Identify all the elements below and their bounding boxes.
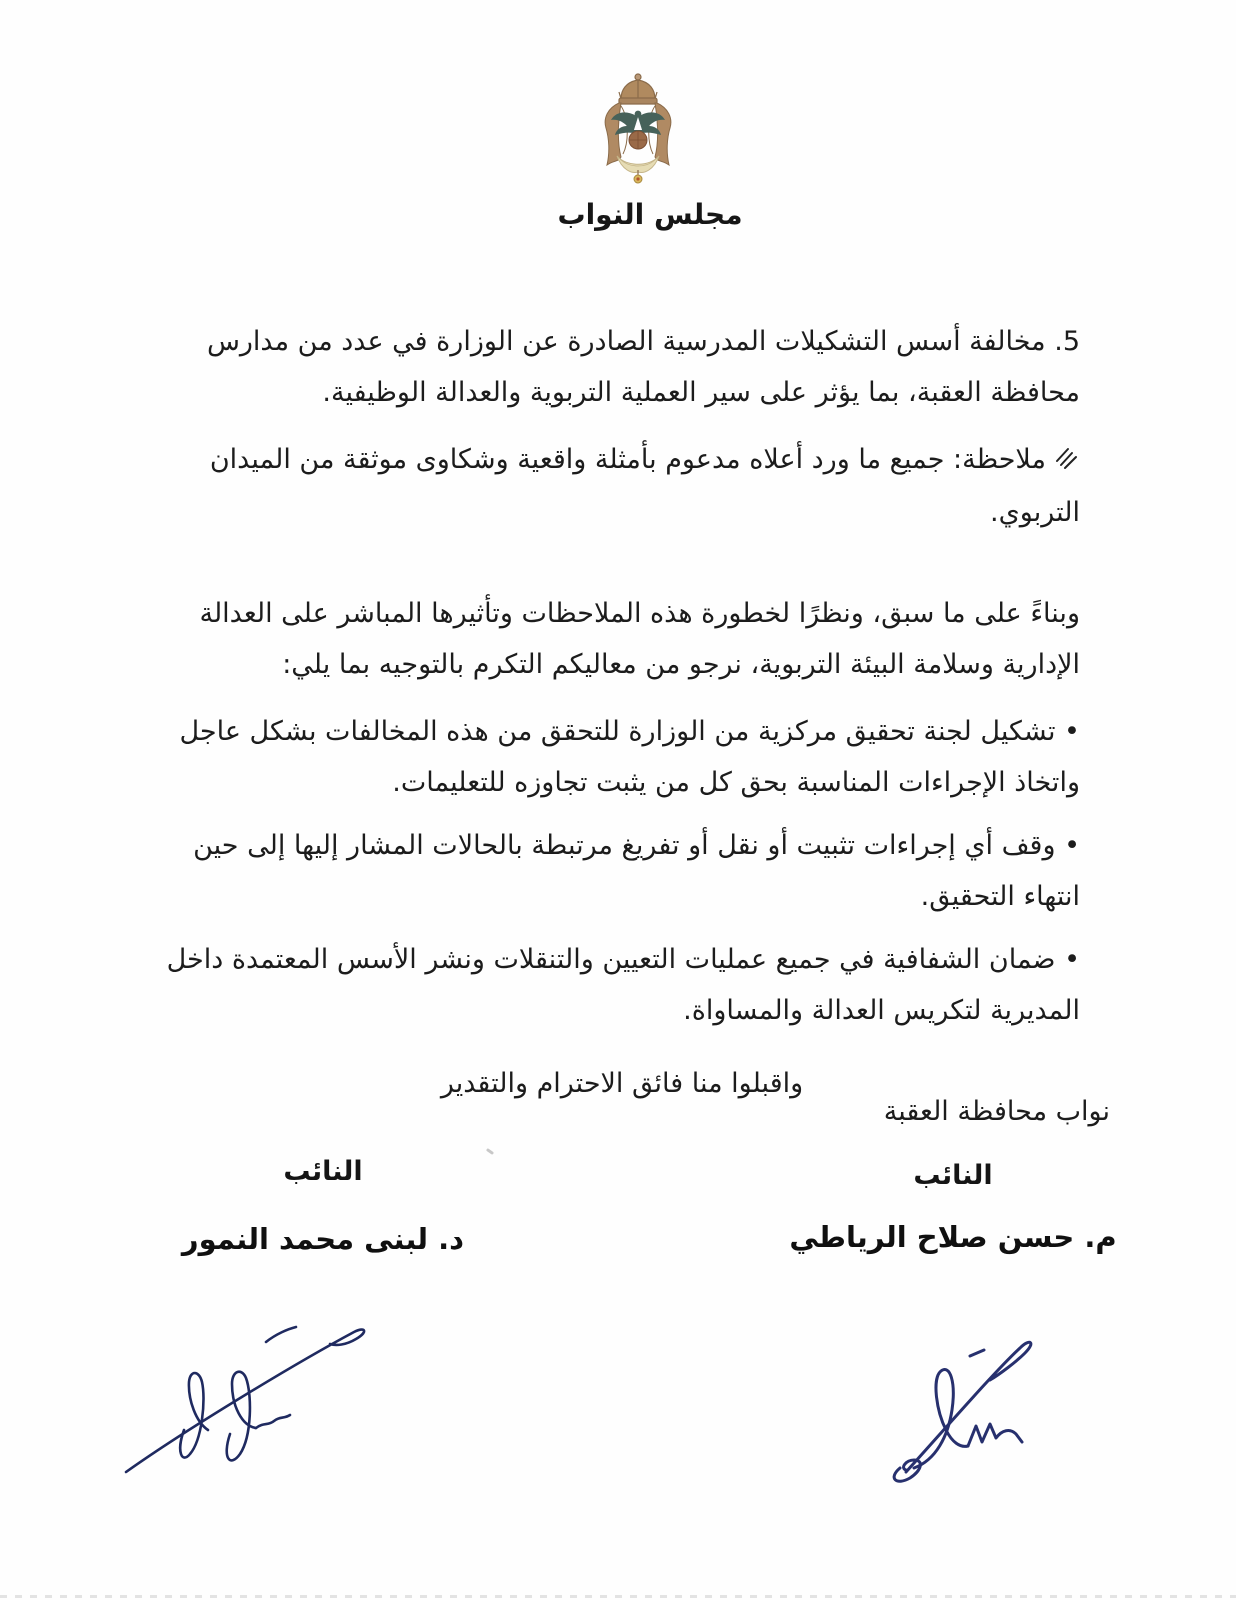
note-paragraph (164, 434, 1080, 538)
request-item: • تشكيل لجنة تحقيق مركزية من الوزارة للتحقق من هذه المخالفات بشكل عاجل واتخاذ الإجراءات المناسبة بحق كل من يثبت تجاوزه للتعليمات. (179, 716, 1080, 798)
triple-slash-marker-icon (1054, 436, 1080, 487)
request-item: • وقف أي إجراءات تثبيت أو نقل أو تفريغ مرتبطة بالحالات المشار إليها إلى حين انتهاء التحقيق. (193, 830, 1080, 912)
closing-salutation: واقبلوا منا فائق الاحترام والتقدير (440, 1068, 804, 1099)
deputy-role-right: النائب (913, 1160, 993, 1191)
signatories-heading: نواب محافظة العقبة (883, 1096, 1110, 1127)
note-text: ملاحظة: جميع ما ورد أعلاه مدعوم بأمثلة واقعية وشكاوى موثقة من الميدان التربوي. (209, 444, 1080, 528)
org-name-calligraphy: مجلس النواب (557, 198, 743, 231)
handwritten-signature-left (118, 1282, 388, 1486)
handwritten-signature-right (878, 1318, 1048, 1492)
deputy-name-left: د. لبنى محمد النمور (181, 1222, 465, 1256)
jordan-coat-of-arms-icon (588, 70, 688, 190)
letter-body (164, 316, 1080, 1125)
scan-edge-artifact (0, 1595, 1236, 1598)
deputy-role-left: النائب (283, 1156, 363, 1187)
scan-speck (486, 1148, 494, 1155)
request-item: • ضمان الشفافية في جميع عمليات التعيين والتنقلات ونشر الأسس المعتمدة داخل المديرية لتكريس العدالة والمساواة. (166, 944, 1080, 1026)
grievance-item-5: 5. مخالفة أسس التشكيلات المدرسية الصادرة عن الوزارة في عدد من مدارس محافظة العقبة، بما يؤثر على سير العملية التربوية والعدالة الوظيفية. (206, 326, 1080, 408)
deputy-name-right: م. حسن صلاح الرياطي (789, 1220, 1117, 1254)
transition-paragraph: وبناءً على ما سبق، ونظرًا لخطورة هذه الملاحظات وتأثيرها المباشر على العدالة الإدارية وسلامة البيئة التربوية، نرجو من معاليكم التكرم بالتوجيه بما يلي: (199, 598, 1080, 680)
